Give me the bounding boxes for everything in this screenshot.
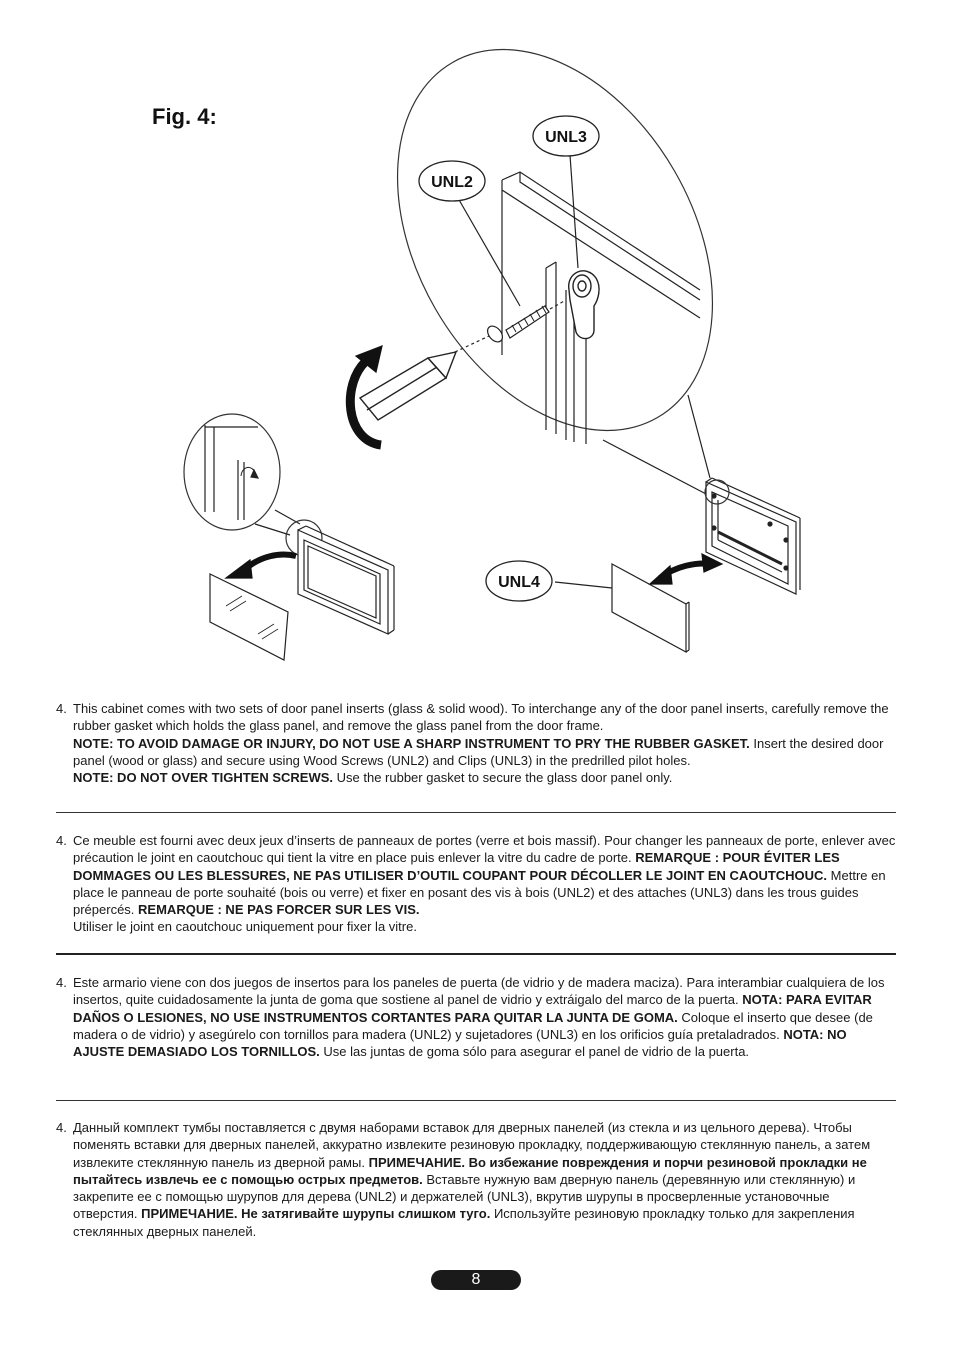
section-divider xyxy=(56,812,896,813)
step-text: Используйте резиновую прокладку только для закрепления стеклянных дверных панелей. xyxy=(73,1206,855,1239)
step-warning: NOTA: PARA EVITAR DAÑOS O LESIONES, NO USE INSTRUMENTOS CORTANTES PARA QUITAR LA JUNTA DE GOMA. xyxy=(73,992,872,1025)
wood-panel-unl4 xyxy=(612,564,689,652)
step-number: 4. xyxy=(56,701,67,716)
step-number: 4. xyxy=(56,1120,67,1135)
instruction-russian xyxy=(56,1119,896,1240)
step-text: Coloque el inserto que desee (de madera o de vidrio) y asegúrelo con tornillos para madera (UNL2) y sujetadores (UNL3) en los orificios guía pretaladrados. xyxy=(73,1009,873,1042)
instruction-french xyxy=(56,832,896,936)
step-number: 4. xyxy=(56,975,67,990)
screw-unl2 xyxy=(455,300,566,352)
step-warning: NOTA: NO AJUSTE DEMASIADO LOS TORNILLOS. xyxy=(73,1026,847,1060)
callout-unl3-label: UNL3 xyxy=(545,129,587,146)
step-warning: NOTE: DO NOT OVER TIGHTEN SCREWS. xyxy=(73,770,334,786)
glass-panel xyxy=(210,574,288,660)
step-text: Ce meuble est fourni avec deux jeux d’inserts de panneaux de portes (verre et bois massif). Pour changer les panneaux de porte, enlever avec précaution le joint en caoutchouc qui tient la vitre en place puis enlever la vitre du cadre de porte. xyxy=(73,833,896,866)
step-text: Utiliser le joint en caoutchouc uniquement pour fixer la vitre. xyxy=(73,919,417,935)
section-divider xyxy=(56,1100,896,1101)
page-number: 8 xyxy=(431,1270,521,1290)
step-text: Use the rubber gasket to secure the glass door panel only. xyxy=(333,770,673,786)
step-text: Insert the desired door panel (wood or glass) and secure using Wood Screws (UNL2) and Clips (UNL3) in the predrilled pilot holes. xyxy=(73,735,884,768)
callout-unl2 xyxy=(419,161,485,201)
left-door-frame xyxy=(298,526,394,634)
step-text: Вставьте нужную вам дверную панель (деревянную или стеклянную) и закрепите ее с помощью шурупов для дерева (UNL2) и держателей (UNL3), вкрутив шурупы в просверленные установочные отверстия. xyxy=(73,1171,856,1222)
callout-unl4-label: UNL4 xyxy=(498,574,540,591)
callout-unl2-label: UNL2 xyxy=(431,174,473,191)
step-text: Mettre en place le panneau de porte souhaité (bois ou verre) et fixer en posant des vis à bois (UNL2) et des attaches (UNL3) dans les trous guides prépercés. xyxy=(73,867,886,918)
step-text: Данный комплект тумбы поставляется с двумя наборами вставок для дверных панелей (из стекла и из цельного дерева). Чтобы поменять вставки для дверных панелей, аккуратно извлеките резиновую прокладку, поддерживающую стеклянную панель, а затем извлеките стеклянную панель из дверной рамы. xyxy=(73,1120,871,1170)
step-text: Este armario viene con dos juegos de insertos para los paneles de puerta (de vidrio y de madera maciza). Para interambiar cualquiera de los insertos, quite cuidadosamente la junta de goma que sostiene al panel de vidrio y extráigalo del marco de la puerta. xyxy=(73,975,885,1008)
step-warning: ПРИМЕЧАНИЕ. Во избежание повреждения и порчи резиновой прокладки не пытайтесь извлечь ее с помощью острых предметов. xyxy=(73,1154,867,1187)
instruction-english xyxy=(56,700,896,786)
callout-unl3 xyxy=(533,116,599,156)
cabinet-panel-detail xyxy=(502,172,700,444)
right-door-frame xyxy=(705,478,800,594)
swap-arrow-right-icon xyxy=(650,554,722,584)
swap-arrow-left-icon xyxy=(226,555,296,578)
clip-unl3 xyxy=(569,271,599,339)
step-warning: ПРИМЕЧАНИЕ. Не затягивайте шурупы слишком туго. xyxy=(141,1206,491,1222)
step-text: This cabinet comes with two sets of door panel inserts (glass & solid wood). To interchange any of the door panel inserts, carefully remove the rubber gasket which holds the glass panel, and remove the glass panel from the door frame. xyxy=(73,701,889,734)
step-warning: NOTE: TO AVOID DAMAGE OR INJURY, DO NOT USE A SHARP INSTRUMENT TO PRY THE RUBBER GASKET. xyxy=(73,735,750,751)
instruction-spanish xyxy=(56,974,896,1060)
callout-unl4 xyxy=(486,561,552,601)
step-warning: REMARQUE : POUR ÉVITER LES DOMMAGES OU LES BLESSURES, NE PAS UTILISER D’OUTIL COUPANT POUR DÉCOLLER LE JOINT EN CAOUTCHOUC. xyxy=(73,850,840,883)
step-text: Use las juntas de goma sólo para asegurar el panel de vidrio de la puerta. xyxy=(319,1044,750,1060)
section-divider xyxy=(56,953,896,955)
figure-title: Fig. 4: xyxy=(152,104,217,129)
step-number: 4. xyxy=(56,833,67,848)
magnified-detail-ellipse xyxy=(333,0,777,487)
step-warning: REMARQUE : NE PAS FORCER SUR LES VIS. xyxy=(138,902,420,918)
